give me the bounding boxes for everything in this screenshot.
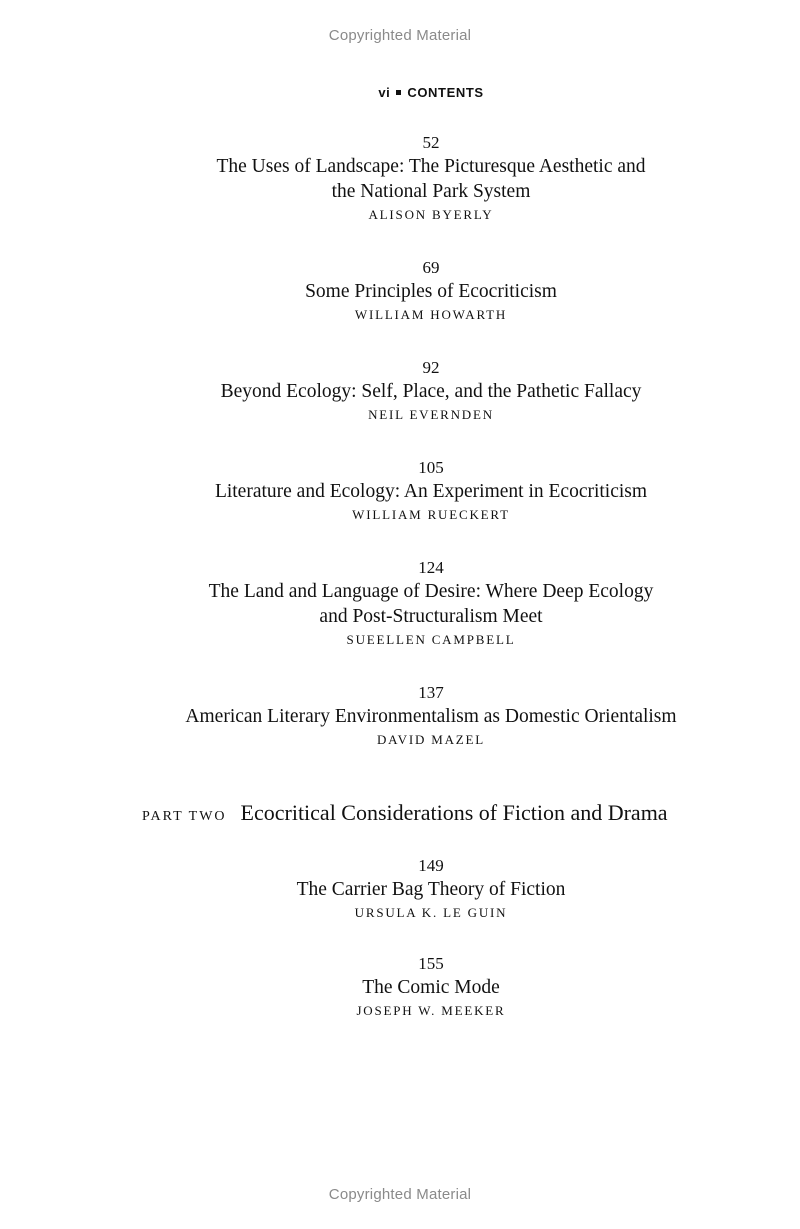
toc-entry (0, 953, 800, 1022)
toc-author: NEIL EVERNDEN (368, 407, 494, 422)
toc-title-line: Beyond Ecology: Self, Place, and the Pathetic Fallacy (220, 381, 642, 402)
bullet-separator (396, 90, 401, 95)
toc-page-number: 124 (418, 558, 444, 577)
toc-title-line: Some Principles of Ecocriticism (305, 281, 557, 302)
toc-page-number: 105 (418, 458, 444, 477)
toc-page-number: 52 (422, 133, 440, 152)
toc-title-line: The Comic Mode (362, 977, 500, 998)
toc-title-line: The Uses of Landscape: The Picturesque Aesthetic and (216, 156, 646, 177)
watermark-top: Copyrighted Material (328, 27, 472, 44)
toc-entry (0, 257, 800, 326)
running-head-label: CONTENTS (407, 85, 484, 100)
toc-page-number: 69 (422, 258, 440, 277)
toc-author: ALISON BYERLY (368, 207, 494, 222)
part-label: PART TWO (142, 809, 227, 824)
part-two-heading (142, 800, 668, 826)
toc-title-line: The Land and Language of Desire: Where Deep Ecology (208, 581, 654, 602)
toc-entry (0, 557, 800, 651)
toc-entry (0, 855, 800, 924)
toc-title-line: American Literary Environmentalism as Domestic Orientalism (185, 706, 677, 727)
toc-page-number: 92 (422, 358, 440, 377)
toc-page-number: 137 (418, 683, 444, 702)
toc-author: WILLIAM RUECKERT (352, 507, 510, 522)
toc-author: URSULA K. LE GUIN (354, 905, 508, 920)
toc-entry (0, 457, 800, 526)
toc-title-line: the National Park System (331, 181, 531, 202)
running-head (0, 85, 800, 100)
watermark-bottom: Copyrighted Material (328, 1186, 472, 1203)
toc-entry (0, 132, 800, 226)
toc-author: JOSEPH W. MEEKER (356, 1003, 506, 1018)
toc-page-number: 155 (418, 954, 444, 973)
toc-entry (0, 357, 800, 426)
running-head-page: vi (378, 85, 391, 100)
toc-author: DAVID MAZEL (376, 732, 486, 747)
toc-author: WILLIAM HOWARTH (354, 307, 508, 322)
toc-title-line: and Post-Structuralism Meet (319, 606, 543, 627)
toc-entry (0, 682, 800, 751)
toc-author: SUEELLEN CAMPBELL (346, 632, 516, 647)
toc-title-line: Literature and Ecology: An Experiment in Ecocriticism (214, 481, 648, 502)
part-title: Ecocritical Considerations of Fiction and Drama (240, 800, 668, 825)
toc-title-line: The Carrier Bag Theory of Fiction (296, 879, 566, 900)
toc-page-number: 149 (418, 856, 444, 875)
